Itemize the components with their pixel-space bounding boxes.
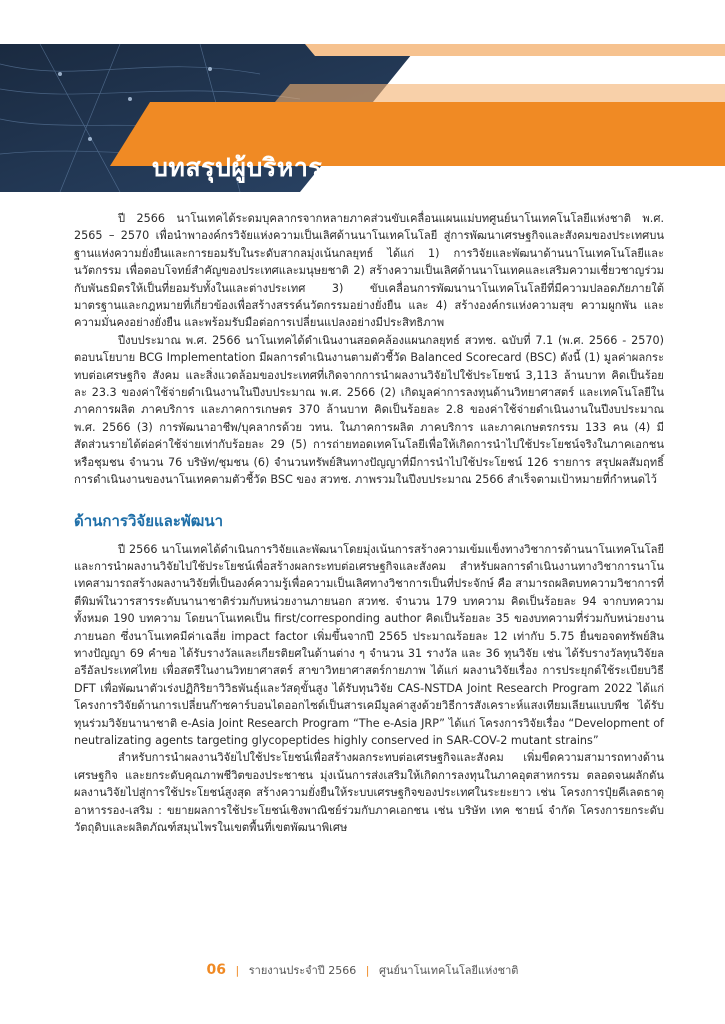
footer-report-name: รายงานประจำปี 2566 bbox=[248, 964, 357, 977]
footer-separator: | bbox=[235, 964, 240, 977]
intro-paragraph-2: ปีงบประมาณ พ.ศ. 2566 นาโนเทคได้ดำเนินงานสอดคล้องแผนกลยุทธ์ สวทช. ฉบับที่ 7.1 (พ.ศ. 2566 - 2570) ตอบนโยบาย BCG Implementation มีผลการดำเนินงานตามตัวชี้วัด Balanced Scorecard (BSC) ดังนี้ (1) มูลค่าผลกระทบต่อเศรษฐกิจ สังคม และสิ่งแวดล้อมของประเทศที่เกิดจากการนำผลงานวิจัยไปใช้ประโยชน์ 3,113 ล้านบาท คิดเป็นร้อยละ 23.3 ของค่าใช้จ่ายดำเนินงานในปีงบประมาณ พ.ศ. 2566 (2) เกิดมูลค่าการลงทุนด้านวิทยาศาสตร์ และเทคโนโลยีในภาคการผลิต ภาคบริการ และภาคการเกษตร 370 ล้านบาท คิดเป็นร้อยละ 2.8 ของค่าใช้จ่ายดำเนินงานในปีงบประมาณ พ.ศ. 2566 (3) การพัฒนาอาชีพ/บุคลากรด้วย วทน. ในภาคการผลิต ภาคบริการ และภาคเกษตรกรรม 133 คน (4) มีสัดส่วนรายได้ต่อค่าใช้จ่ายเท่ากับร้อยละ 29 (5) การถ่ายทอดเทคโนโลยีเพื่อให้เกิดการนำไปใช้ประโยชน์จริงในภาคเอกชนหรือชุมชน จำนวน 76 บริษัท/ชุมชน (6) จำนวนทรัพย์สินทางปัญญาที่มีการนำไปใช้ประโยชน์ 126 รายการ สรุปผลสัมฤทธิ์การดำเนินงานของนาโนเทคตามตัวชี้วัด BSC ของ สวทช. ภาพรวมในปีงบประมาณ 2566 สำเร็จตามเป้าหมายที่กำหนดไว้ bbox=[74, 333, 664, 487]
document-body bbox=[74, 210, 664, 836]
section-paragraph-1: ปี 2566 นาโนเทคได้ดำเนินการวิจัยและพัฒนาโดยมุ่งเน้นการสร้างความเข้มแข็งทางวิชาการด้านนาโนเทคโนโลยี และการนำผลงานวิจัยไปใช้ประโยชน์เพื่อสร้างผลกระทบต่อเศรษฐกิจและสังคม สำหรับผลการดำเนินงานทางวิชาการนาโนเทคสามารถสร้างผลงานวิจัยที่เป็นองค์ความรู้เพื่อความเป็นเลิศทางวิชาการเป็นที่ประจักษ์ คือ สามารถผลิตบทความวิชาการที่ตีพิมพ์ในวารสารระดับนานาชาติร่วมกับหน่วยงานภายนอก สวทช. จำนวน 179 บทความ คิดเป็นร้อยละ 94 จากบทความทั้งหมด 190 บทความ โดยนาโนเทคเป็น first/corresponding author คิดเป็นร้อยละ 35 ของบทความที่ร่วมกับหน่วยงานภายนอก ซึ่งนาโนเทคมีค่าเฉลี่ย impact factor เพิ่มขึ้นจากปี 2565 ประมาณร้อยละ 12 เท่ากับ 5.75 ยื่นขอจดทรัพย์สินทางปัญญา 69 คำขอ ได้รับรางวัลและเกียรติยศในด้านต่าง ๆ จำนวน 31 รางวัล และ 36 ทุนวิจัย เช่น ได้รับรางวัลทุนวิจัยลอรีอัลประเทศไทย เพื่อสตรีในงานวิทยาศาสตร์ สาขาวิทยาศาสตร์กายภาพ ได้แก่ ผลงานวิจัยเรื่อง การประยุกต์ใช้ระเบียบวิธี DFT เพื่อพัฒนาตัวเร่งปฏิกิริยาวิวิธพันธุ์และวัสดุขั้นสูง ได้รับทุนวิจัย CAS-NSTDA Joint Research Program 2022 ได้แก่ โครงการวิจัยด้านการเปลี่ยนก๊าซคาร์บอนไดออกไซด์เป็นสารเคมีมูลค่าสูงด้วยวิธีการสังเคราะห์แสงเทียมเลียนแบบพืช ได้รับทุนร่วมวิจัยนานาชาติ e-Asia Joint Research Program “The e-Asia JRP” ได้แก่ โครงการวิจัยเรื่อง “Development of neutralizating agents targeting glycopeptides highly conserved in SAR-COV-2 mutant strains” bbox=[74, 542, 664, 747]
intro-paragraph-1: ปี 2566 นาโนเทคได้ระดมบุคลากรจากหลายภาคส่วนขับเคลื่อนแผนแม่บทศูนย์นาโนเทคโนโลยีแห่งชาติ พ.ศ. 2565 – 2570 เพื่อนำพาองค์กรวิจัยแห่งความเป็นเลิศด้านนาโนเทคโนโลยี สู่การพัฒนาเศรษฐกิจและสังคมของประเทศบนฐานแห่งความยั่งยืนและการยอมรับในระดับสากลมุ่งเน้นกลยุทธ์ ได้แก่ 1) การวิจัยและพัฒนาด้านนาโนเทคโนโลยีและนวัตกรรม เพื่อตอบโจทย์สำคัญของประเทศและมนุษยชาติ 2) สร้างความเป็นเลิศด้านนาโนเทคและเสริมความเชี่ยวชาญร่วมกับพันธมิตรให้เป็นที่ยอมรับทั้งในและต่างประเทศ 3) ขับเคลื่อนการพัฒนานาโนเทคโนโลยีที่มีความปลอดภัยภายใต้มาตรฐานและกฎหมายที่เกี่ยวข้องเพื่อสร้างสรรค์นวัตกรรมอย่างยั่งยืน และ 4) สร้างองค์กรแห่งความสุข ความผูกพัน และความมั่นคงอย่างยั่งยืน และพร้อมรับมือต่อการเปลี่ยนแปลงอย่างมีประสิทธิภาพ bbox=[74, 212, 664, 330]
section-heading: ด้านการวิจัยและพัฒนา bbox=[74, 511, 224, 530]
header-banner bbox=[0, 44, 725, 192]
page-number: 06 bbox=[206, 962, 227, 978]
section-paragraph-2: สำหรับการนำผลงานวิจัยไปใช้ประโยชน์เพื่อสร้างผลกระทบต่อเศรษฐกิจและสังคม เพิ่มขีดความสามารถทางด้านเศรษฐกิจ และยกระดับคุณภาพชีวิตของประชาชน มุ่งเน้นการส่งเสริมให้เกิดการลงทุนในภาคอุตสาหกรรม ตลอดจนผลักดันผลงานวิจัยไปสู่การใช้ประโยชน์สูงสุด สร้างความยั่งยืนให้ระบบเศรษฐกิจของประเทศในระยะยาว เช่น โครงการปุ๋ยคีเลตธาตุอาหารรอง-เสริม : ขยายผลการใช้ประโยชน์เชิงพาณิชย์ร่วมกับภาคเอกชน เช่น บริษัท เทค ชายน์ จำกัด โครงการยกระดับวัตถุดิบและผลิตภัณฑ์สมุนไพรในเขตพื้นที่เขตพัฒนาพิเศษ bbox=[74, 751, 664, 834]
footer-org-name: ศูนย์นาโนเทคโนโลยีแห่งชาติ bbox=[378, 964, 519, 977]
page-footer bbox=[0, 961, 725, 979]
page-title: บทสรุปผู้บริหาร bbox=[152, 153, 323, 182]
banner-graphic bbox=[0, 44, 725, 192]
footer-separator: | bbox=[365, 964, 370, 977]
